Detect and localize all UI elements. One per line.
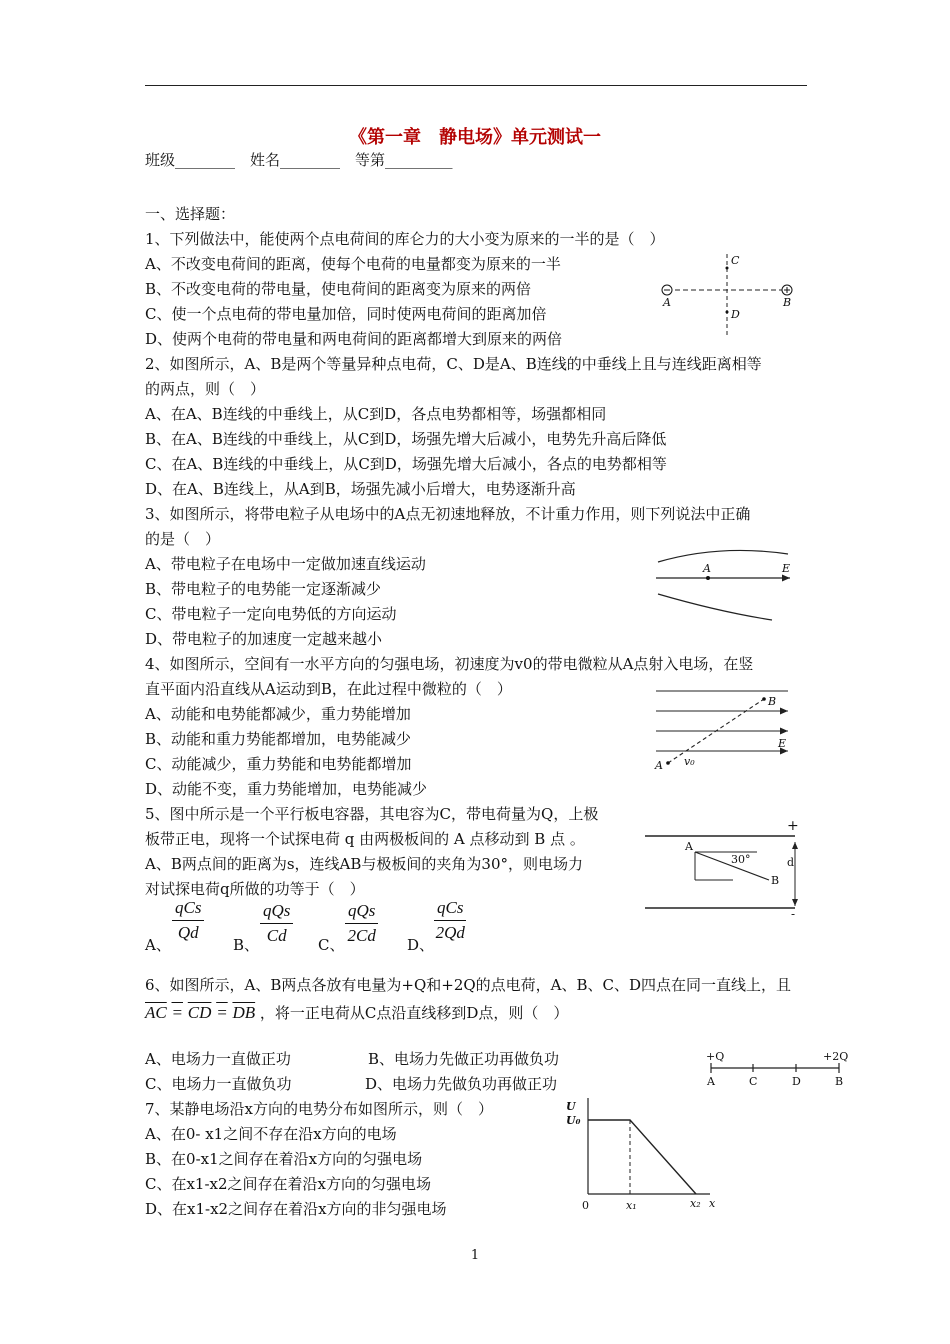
q1-option-a: A、不改变电荷间的距离，使每个电荷的电量都变为原来的一半 bbox=[145, 255, 561, 273]
section-heading: 一、选择题： bbox=[145, 205, 236, 223]
q6-label-plus-q: +Q bbox=[706, 1050, 725, 1063]
q5-line-2: 板带正电，现将一个试探电荷 q 由两极板间的 A 点移动到 B 点 。 bbox=[145, 830, 585, 848]
q6-option-c: C、电场力一直做负功 bbox=[145, 1075, 292, 1093]
q5-option-c-numerator: qQs bbox=[345, 901, 378, 924]
q1-stem: 1、下列做法中，能使两个点电荷间的库仑力的大小变为原来的一半的是（ ） bbox=[145, 230, 665, 248]
q6-option-b: B、电场力先做正功再做负功 bbox=[368, 1050, 560, 1068]
q6-option-a: A、电场力一直做正功 bbox=[145, 1050, 291, 1068]
q4-option-c: C、动能减少，重力势能和电势能都增加 bbox=[145, 755, 412, 773]
q4-option-a: A、动能和电势能都减少，重力势能增加 bbox=[145, 705, 411, 723]
q1-option-d: D、使两个电荷的带电量和两电荷间的距离都增大到原来的两倍 bbox=[145, 330, 563, 348]
q7-potential-graph bbox=[560, 1094, 730, 1219]
q7-option-c: C、在x1-x2之间存在着沿x方向的匀强电场 bbox=[145, 1175, 432, 1193]
q6-option-d: D、电场力先做负功再做正功 bbox=[365, 1075, 558, 1093]
q1-option-c: C、使一个点电荷的带电量加倍，同时使两电荷间的距离加倍 bbox=[145, 305, 547, 323]
q2-charges-figure bbox=[655, 250, 805, 340]
q5-label-d: d bbox=[787, 856, 795, 869]
q6-label-c: C bbox=[749, 1075, 758, 1088]
q5-option-a-fraction bbox=[172, 898, 204, 943]
q5-option-a-label: A、 bbox=[145, 936, 171, 954]
q5-option-b-denominator: Cd bbox=[266, 926, 287, 945]
q4-uniform-field-figure bbox=[650, 685, 800, 775]
q5-option-d-label: D、 bbox=[407, 936, 435, 954]
q2-option-b: B、在A、B连线的中垂线上，从C到D，场强先增大后减小，电势先升高后降低 bbox=[145, 430, 667, 448]
q5-option-a-numerator: qCs bbox=[172, 898, 204, 921]
q2-label-c: C bbox=[731, 254, 740, 267]
q5-label-plus: + bbox=[787, 818, 799, 834]
q7-label-origin: 0 bbox=[582, 1199, 589, 1212]
q4-option-b: B、动能和重力势能都增加，电势能减少 bbox=[145, 730, 412, 748]
q4-stem-2: 直平面内沿直线从A运动到B，在此过程中微粒的（ ） bbox=[145, 680, 512, 698]
q3-stem-1: 3、如图所示，将带电粒子从电场中的A点无初速地释放，不计重力作用，则下列说法中正确 bbox=[145, 505, 751, 523]
q3-label-a: A bbox=[703, 562, 711, 575]
q5-capacitor-figure bbox=[645, 818, 810, 920]
q2-option-a: A、在A、B连线的中垂线上，从C到D，各点电势都相等，场强都相同 bbox=[145, 405, 607, 423]
q7-label-x1: x₁ bbox=[626, 1199, 637, 1212]
q2-stem-2: 的两点，则（ ） bbox=[145, 380, 266, 398]
q5-option-c-denominator: 2Cd bbox=[347, 926, 376, 945]
q5-line-1: 5、图中所示是一个平行板电容器，其电容为C，带电荷量为Q，上极 bbox=[145, 805, 599, 823]
q2-stem-1: 2、如图所示，A、B是两个等量异种点电荷，C、D是A、B连线的中垂线上且与连线距离相等 bbox=[145, 355, 762, 373]
q7-option-a: A、在0- x1之间不存在沿x方向的电场 bbox=[145, 1125, 397, 1143]
q3-label-e: E bbox=[782, 562, 791, 575]
q3-option-c: C、带电粒子一定向电势低的方向运动 bbox=[145, 605, 397, 623]
q2-label-b: B bbox=[783, 296, 792, 309]
q7-option-b: B、在0-x1之间存在着沿x方向的匀强电场 bbox=[145, 1150, 423, 1168]
q2-label-a: A bbox=[663, 296, 671, 309]
q5-option-b-fraction bbox=[260, 901, 293, 946]
q7-stem: 7、某静电场沿x方向的电势分布如图所示，则（ ） bbox=[145, 1100, 494, 1118]
q6-equals-2: = bbox=[216, 1003, 228, 1022]
q6-segment-ac: $\overline{AC}$ bbox=[145, 1003, 167, 1022]
q5-option-c-fraction bbox=[345, 901, 378, 946]
q3-option-b: B、带电粒子的电势能一定逐渐减少 bbox=[145, 580, 382, 598]
q6-condition bbox=[145, 1003, 568, 1023]
q3-option-d: D、带电粒子的加速度一定越来越小 bbox=[145, 630, 383, 648]
q3-option-a: A、带电粒子在电场中一定做加速直线运动 bbox=[145, 555, 426, 573]
q6-label-a: A bbox=[707, 1075, 715, 1088]
page-number: 1 bbox=[470, 1248, 480, 1263]
q4-stem-1: 4、如图所示，空间有一水平方向的匀强电场，初速度为v0的带电微粒从A点射入电场，在竖 bbox=[145, 655, 754, 673]
q5-option-a-denominator: Qd bbox=[177, 923, 199, 942]
q5-label-angle: 30° bbox=[731, 853, 751, 866]
q5-line-4: 对试探电荷q所做的功等于（ ） bbox=[145, 880, 365, 898]
page-title: 《第一章 静电场》单元测试一 bbox=[349, 127, 601, 148]
q5-option-d-fraction bbox=[434, 898, 466, 943]
q7-label-u0: U₀ bbox=[566, 1114, 581, 1127]
q5-label-b: B bbox=[771, 874, 780, 887]
q5-label-minus: - bbox=[791, 907, 796, 921]
q4-label-a: A bbox=[655, 759, 663, 772]
q5-option-c-label: C、 bbox=[318, 936, 345, 954]
q1-option-b: B、不改变电荷的带电量，使电荷间的距离变为原来的两倍 bbox=[145, 280, 532, 298]
q7-option-d: D、在x1-x2之间存在着沿x方向的非匀强电场 bbox=[145, 1200, 447, 1218]
q7-label-x2: x₂ bbox=[690, 1197, 701, 1210]
q5-label-a: A bbox=[685, 840, 693, 853]
q6-segment-cd: $\overline{CD}$ bbox=[187, 1003, 212, 1022]
q6-segment-db: $\overline{DB}$ bbox=[232, 1003, 256, 1022]
q5-option-d-denominator: 2Qd bbox=[435, 923, 465, 942]
q4-label-e: E bbox=[778, 737, 787, 750]
q6-stem: 6、如图所示，A、B两点各放有电量为+Q和+2Q的点电荷，A、B、C、D四点在同一直线上，且 bbox=[145, 976, 792, 994]
q6-equals-1: = bbox=[171, 1003, 183, 1022]
q2-option-c: C、在A、B连线的中垂线上，从C到D，场强先增大后减小，各点的电势都相等 bbox=[145, 455, 667, 473]
q6-condition-tail: ，将一正电荷从C点沿直线移到D点，则（ ） bbox=[259, 1004, 569, 1022]
q6-label-b: B bbox=[835, 1075, 844, 1088]
student-info-line: 班级________ 姓名________ 等第_________ bbox=[145, 151, 453, 169]
q5-option-b-label: B、 bbox=[233, 936, 260, 954]
q6-label-plus-2q: +2Q bbox=[823, 1050, 849, 1063]
q5-option-b-numerator: qQs bbox=[260, 901, 293, 924]
q2-label-d: D bbox=[731, 308, 740, 321]
q4-label-b: B bbox=[768, 695, 777, 708]
q4-option-d: D、动能不变，重力势能增加，电势能减少 bbox=[145, 780, 428, 798]
header-rule bbox=[145, 85, 807, 86]
q3-stem-2: 的是（ ） bbox=[145, 530, 221, 548]
q7-label-x: x bbox=[709, 1197, 716, 1210]
q6-label-d: D bbox=[792, 1075, 801, 1088]
q5-line-3: A、B两点间的距离为s，连线AB与极板间的夹角为30°，则电场力 bbox=[145, 855, 583, 873]
q7-label-u: U bbox=[566, 1100, 576, 1113]
q2-option-d: D、在A、B连线上，从A到B，场强先减小后增大，电势逐渐升高 bbox=[145, 480, 576, 498]
q5-option-d-numerator: qCs bbox=[434, 898, 466, 921]
q4-label-v0: v₀ bbox=[684, 755, 695, 768]
q6-line-charges-figure bbox=[703, 1048, 848, 1090]
q3-field-lines-figure bbox=[650, 550, 800, 625]
